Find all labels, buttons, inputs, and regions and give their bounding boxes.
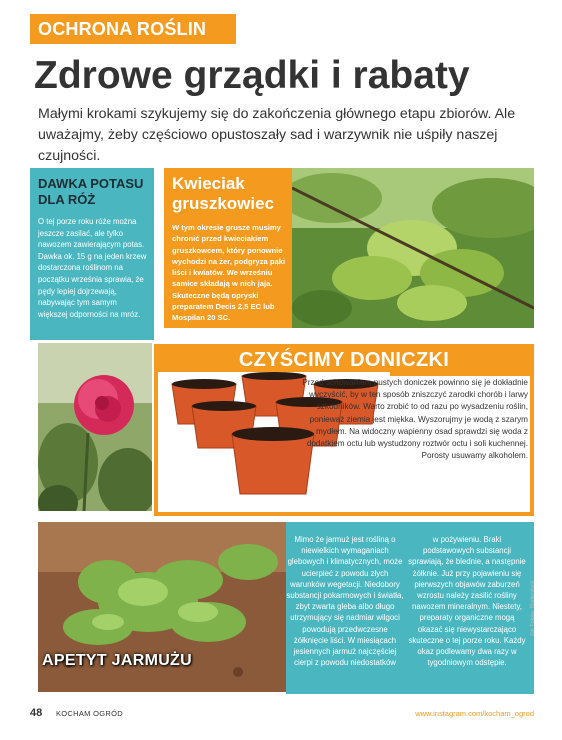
jarmuz-box — [286, 522, 534, 694]
jarmuz-column-2: w pożywieniu. Braki podstawowych substancji sprawiają, że blednie, a następnie żółknie. Już przy pojawieniu się pierwszych objawów zaburzeń wzrostu należy zasilić rośliny nawozem mineralnym. Niestety, preparaty organiczne mogą okazać się niewystarczająco skuteczne o tej porze roku. Każdy okaz podlewamy dwa razy w tygodniowym odstępie. — [408, 535, 526, 668]
potas-body: O tej porze roku róże można jeszcze zasilać, ale tylko nawozem zawierającym potas. Dawka ok. 15 g na jeden krzew dostarczona roślinom na początku września sprawia, że pędy lepiej dojrzewają, nabywając tym samym większej odporności na mróz. — [38, 217, 147, 319]
section-tag: OCHRONA ROŚLIN — [30, 14, 236, 44]
pear-tree-photo — [292, 168, 534, 328]
kwieciak-body: W tym okresie grusze musimy chronić przed kwieciakiem gruszkowcem, który ponownie wychodzi na żer, podgryza pąki liści i kwiatów. We wrześniu samice składają w nich jaja. Skuteczne będą opryski preparatem Decis 2,5 EC lub Mospilan 20 SC. — [172, 223, 286, 323]
potas-title: DAWKA POTASU DLA RÓŻ — [38, 176, 144, 207]
jarmuz-column-1: Mimo że jarmuż jest rośliną o niewielkich wymaganiach glebowych i klimatycznych, może ucierpieć z powodu złych warunków wegetacji. Niedobory substancji pokarmowych i światła, zbyt zwarta gleba albo długo utrzymujący się nadmiar wilgoci powodują przedwczesne żółknięcie liści. W miesiącach jesiennych jarmuż najczęściej cierpi z powodu niedostatków — [286, 535, 404, 668]
doniczki-title: CZYŚCIMY DONICZKI — [154, 344, 534, 376]
instagram-link[interactable]: www.instagram.com/kocham_ogrod — [415, 709, 534, 718]
doniczki-body: Przed schowaniem pustych doniczek powinno się je dokładnie wyczyścić, by w ten sposób zniszczyć zarodki chorób i larwy szkodników. Warto zrobić to od razu po wysadzeniu roślin, ponieważ ziemia jest miękka. Wyszorujmy je wodą z szarym mydłem. Na widoczny wapienny osad sprawdzi się woda z dodatkiem octu lub wystudzony roztwór octu i soli kuchennej. Porosty usuwamy alkoholem. — [302, 378, 528, 461]
jarmuz-title: APETYT JARMUŻU — [42, 652, 192, 669]
photo-credit: Zdj. Fotolia, Shutterstock — [530, 580, 536, 636]
rose-photo — [38, 343, 152, 511]
potas-box — [30, 168, 154, 340]
page-headline: Zdrowe grządki i rabaty — [34, 54, 470, 97]
magazine-name: KOCHAM OGRÓD — [56, 709, 123, 718]
kwieciak-box — [164, 168, 292, 328]
page-number: 48 — [30, 707, 43, 719]
lead-paragraph: Małymi krokami szykujemy się do zakończenia głównego etapu zbiorów. Ale uważajmy, żeby częściowo opustoszały sad i warzywnik nie uśpiły naszej czujności. — [38, 106, 516, 164]
kwieciak-title: Kwieciak gruszkowiec — [172, 174, 275, 213]
